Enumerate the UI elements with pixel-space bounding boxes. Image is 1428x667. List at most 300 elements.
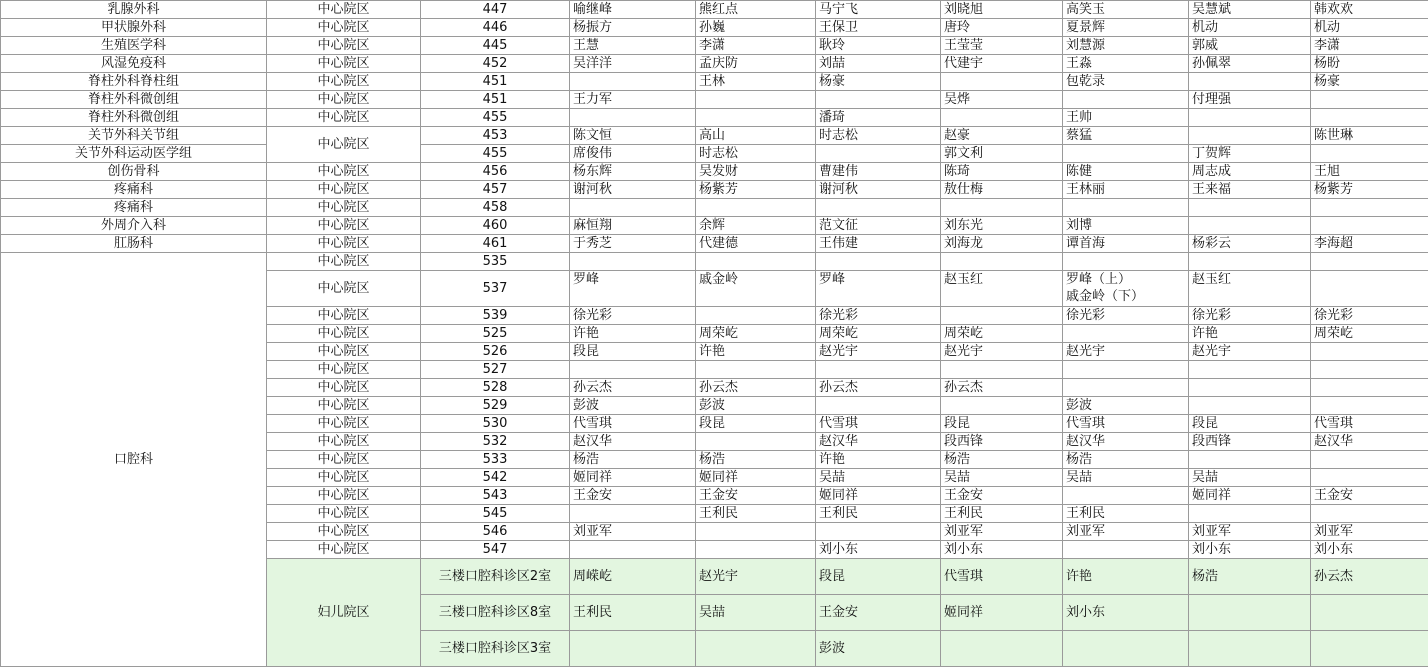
doctor-cell[interactable]: 杨浩 [570, 451, 696, 469]
doctor-cell[interactable] [1189, 73, 1311, 91]
doctor-cell[interactable] [1063, 253, 1189, 271]
room-cell[interactable]: 526 [421, 343, 570, 361]
doctor-cell[interactable] [1189, 361, 1311, 379]
doctor-cell[interactable] [1063, 631, 1189, 667]
doctor-cell[interactable]: 刘晓旭 [941, 1, 1063, 19]
doctor-cell[interactable] [941, 253, 1063, 271]
doctor-cell[interactable] [696, 541, 816, 559]
doctor-cell[interactable] [1311, 397, 1428, 415]
room-cell[interactable]: 455 [421, 109, 570, 127]
dept-cell[interactable]: 外周介入科 [1, 217, 267, 235]
campus-cell[interactable]: 中心院区 [267, 37, 421, 55]
room-cell[interactable]: 533 [421, 451, 570, 469]
doctor-cell[interactable]: 许艳 [1063, 559, 1189, 595]
campus-cell[interactable]: 中心院区 [267, 433, 421, 451]
doctor-cell[interactable]: 王金安 [1311, 487, 1428, 505]
doctor-cell[interactable]: 杨东辉 [570, 163, 696, 181]
doctor-cell[interactable]: 代建宇 [941, 55, 1063, 73]
room-cell[interactable]: 451 [421, 91, 570, 109]
doctor-cell[interactable]: 杨紫芳 [696, 181, 816, 199]
doctor-cell[interactable]: 付理强 [1189, 91, 1311, 109]
doctor-cell[interactable] [1311, 451, 1428, 469]
doctor-cell[interactable] [1311, 217, 1428, 235]
dept-cell[interactable]: 关节外科关节组 [1, 127, 267, 145]
doctor-cell[interactable]: 刘东光 [941, 217, 1063, 235]
doctor-cell[interactable]: 刘小东 [1189, 541, 1311, 559]
doctor-cell[interactable]: 杨盼 [1311, 55, 1428, 73]
doctor-cell[interactable]: 王金安 [570, 487, 696, 505]
doctor-cell[interactable]: 王利民 [570, 595, 696, 631]
doctor-cell[interactable] [1311, 631, 1428, 667]
doctor-cell[interactable]: 杨彩云 [1189, 235, 1311, 253]
doctor-cell[interactable]: 刘小东 [1311, 541, 1428, 559]
doctor-cell[interactable]: 李潇 [1311, 37, 1428, 55]
doctor-cell[interactable]: 姬同祥 [570, 469, 696, 487]
doctor-cell[interactable] [1063, 379, 1189, 397]
doctor-cell[interactable]: 赵光宇 [1063, 343, 1189, 361]
campus-cell[interactable]: 中心院区 [267, 379, 421, 397]
doctor-cell[interactable]: 谭首海 [1063, 235, 1189, 253]
doctor-cell[interactable]: 王利民 [696, 505, 816, 523]
doctor-cell[interactable] [816, 145, 941, 163]
doctor-cell[interactable]: 刘小东 [941, 541, 1063, 559]
doctor-cell[interactable] [1189, 379, 1311, 397]
doctor-cell[interactable]: 陈健 [1063, 163, 1189, 181]
doctor-cell[interactable]: 周嵘屹 [570, 559, 696, 595]
doctor-cell[interactable]: 杨豪 [1311, 73, 1428, 91]
room-cell[interactable]: 530 [421, 415, 570, 433]
doctor-cell[interactable] [1063, 541, 1189, 559]
doctor-cell[interactable] [696, 199, 816, 217]
campus-cell[interactable]: 中心院区 [267, 523, 421, 541]
doctor-cell[interactable] [816, 91, 941, 109]
campus-cell[interactable]: 中心院区 [267, 271, 421, 307]
dept-cell[interactable]: 创伤骨科 [1, 163, 267, 181]
doctor-cell[interactable]: 郭文利 [941, 145, 1063, 163]
doctor-cell[interactable]: 段西锋 [941, 433, 1063, 451]
room-cell[interactable]: 445 [421, 37, 570, 55]
doctor-cell[interactable]: 孙云杰 [696, 379, 816, 397]
doctor-cell[interactable] [941, 307, 1063, 325]
doctor-cell[interactable]: 徐光彩 [1063, 307, 1189, 325]
campus-cell[interactable]: 中心院区 [267, 73, 421, 91]
doctor-cell[interactable]: 王帅 [1063, 109, 1189, 127]
doctor-cell[interactable]: 刘亚军 [570, 523, 696, 541]
room-cell[interactable]: 452 [421, 55, 570, 73]
dept-cell[interactable]: 肛肠科 [1, 235, 267, 253]
doctor-cell[interactable]: 赵光宇 [941, 343, 1063, 361]
campus-cell[interactable]: 中心院区 [267, 397, 421, 415]
doctor-cell[interactable]: 王林 [696, 73, 816, 91]
doctor-cell[interactable]: 代雪琪 [816, 415, 941, 433]
campus-cell[interactable]: 中心院区 [267, 1, 421, 19]
doctor-cell[interactable]: 高山 [696, 127, 816, 145]
doctor-cell[interactable]: 谢河秋 [570, 181, 696, 199]
doctor-cell[interactable]: 杨紫芳 [1311, 181, 1428, 199]
doctor-cell[interactable] [816, 361, 941, 379]
dept-cell[interactable]: 风湿免疫科 [1, 55, 267, 73]
doctor-cell[interactable] [1311, 271, 1428, 307]
room-cell[interactable]: 461 [421, 235, 570, 253]
doctor-cell[interactable] [696, 91, 816, 109]
doctor-cell[interactable]: 吴洋洋 [570, 55, 696, 73]
doctor-cell[interactable]: 周志成 [1189, 163, 1311, 181]
room-cell[interactable]: 456 [421, 163, 570, 181]
doctor-cell[interactable]: 唐玲 [941, 19, 1063, 37]
room-cell[interactable]: 447 [421, 1, 570, 19]
doctor-cell[interactable]: 许艳 [1189, 325, 1311, 343]
room-cell[interactable]: 457 [421, 181, 570, 199]
campus-cell[interactable]: 中心院区 [267, 541, 421, 559]
doctor-cell[interactable]: 机动 [1189, 19, 1311, 37]
campus-cell[interactable]: 中心院区 [267, 199, 421, 217]
doctor-cell[interactable] [941, 73, 1063, 91]
room-cell[interactable]: 三楼口腔科诊区3室 [421, 631, 570, 667]
doctor-cell[interactable] [1189, 631, 1311, 667]
doctor-cell[interactable]: 吴喆 [1063, 469, 1189, 487]
doctor-cell[interactable] [816, 271, 941, 307]
doctor-cell[interactable] [941, 361, 1063, 379]
doctor-cell[interactable]: 马宁飞 [816, 1, 941, 19]
doctor-cell[interactable]: 赵豪 [941, 127, 1063, 145]
doctor-cell[interactable] [1189, 505, 1311, 523]
doctor-cell[interactable] [1311, 595, 1428, 631]
doctor-cell[interactable]: 孙巍 [696, 19, 816, 37]
doctor-cell[interactable]: 彭波 [570, 397, 696, 415]
doctor-cell[interactable] [696, 631, 816, 667]
room-cell[interactable]: 532 [421, 433, 570, 451]
dept-cell[interactable]: 甲状腺外科 [1, 19, 267, 37]
doctor-cell[interactable] [570, 199, 696, 217]
doctor-cell[interactable]: 彭波 [816, 631, 941, 667]
doctor-cell[interactable] [1063, 487, 1189, 505]
room-cell[interactable]: 528 [421, 379, 570, 397]
doctor-cell[interactable] [1311, 361, 1428, 379]
doctor-cell[interactable] [1063, 325, 1189, 343]
doctor-cell[interactable] [941, 199, 1063, 217]
doctor-cell[interactable] [1063, 199, 1189, 217]
dept-cell[interactable]: 脊柱外科微创组 [1, 91, 267, 109]
doctor-cell[interactable] [1189, 127, 1311, 145]
doctor-cell[interactable]: 王来福 [1189, 181, 1311, 199]
doctor-cell[interactable]: 喻继峰 [570, 1, 696, 19]
doctor-cell[interactable]: 时志松 [696, 145, 816, 163]
doctor-cell[interactable]: 周荣屹 [696, 325, 816, 343]
doctor-cell[interactable] [816, 397, 941, 415]
doctor-cell[interactable] [1311, 379, 1428, 397]
doctor-cell[interactable]: 陈文恒 [570, 127, 696, 145]
doctor-cell[interactable]: 刘慧源 [1063, 37, 1189, 55]
doctor-cell[interactable] [1311, 505, 1428, 523]
campus-cell[interactable]: 中心院区 [267, 217, 421, 235]
doctor-cell[interactable]: 徐光彩 [816, 307, 941, 325]
doctor-cell[interactable]: 陈琦 [941, 163, 1063, 181]
campus-cell[interactable]: 妇儿院区 [267, 559, 421, 667]
doctor-cell[interactable] [696, 307, 816, 325]
doctor-cell[interactable]: 王金安 [816, 595, 941, 631]
doctor-cell[interactable] [570, 631, 696, 667]
campus-cell[interactable]: 中心院区 [267, 109, 421, 127]
doctor-cell[interactable]: 姬同祥 [1189, 487, 1311, 505]
doctor-cell[interactable]: 段昆 [1189, 415, 1311, 433]
doctor-cell[interactable] [1311, 145, 1428, 163]
doctor-cell[interactable]: 李潇 [696, 37, 816, 55]
room-cell[interactable]: 547 [421, 541, 570, 559]
doctor-cell[interactable]: 孙云杰 [1311, 559, 1428, 595]
doctor-cell[interactable]: 王金安 [941, 487, 1063, 505]
doctor-cell[interactable]: 杨浩 [696, 451, 816, 469]
room-cell[interactable]: 545 [421, 505, 570, 523]
doctor-cell[interactable]: 杨振方 [570, 19, 696, 37]
doctor-cell[interactable]: 熊红点 [696, 1, 816, 19]
campus-cell[interactable]: 中心院区 [267, 415, 421, 433]
doctor-cell[interactable]: 曹建伟 [816, 163, 941, 181]
doctor-cell[interactable] [570, 361, 696, 379]
doctor-cell[interactable]: 吴喆 [1189, 469, 1311, 487]
campus-cell[interactable]: 中心院区 [267, 181, 421, 199]
doctor-cell[interactable] [570, 271, 696, 307]
doctor-cell[interactable]: 彭波 [1063, 397, 1189, 415]
doctor-cell[interactable]: 彭波 [696, 397, 816, 415]
doctor-cell[interactable]: 吴喆 [941, 469, 1063, 487]
doctor-cell[interactable] [696, 523, 816, 541]
doctor-cell[interactable]: 谢河秋 [816, 181, 941, 199]
dept-cell[interactable]: 口腔科 [1, 253, 267, 667]
campus-cell[interactable]: 中心院区 [267, 307, 421, 325]
dept-cell[interactable]: 脊柱外科微创组 [1, 109, 267, 127]
doctor-cell[interactable] [816, 253, 941, 271]
campus-cell[interactable]: 中心院区 [267, 469, 421, 487]
room-cell[interactable]: 455 [421, 145, 570, 163]
doctor-cell[interactable]: 王力军 [570, 91, 696, 109]
doctor-cell[interactable]: 王莹莹 [941, 37, 1063, 55]
room-cell[interactable]: 542 [421, 469, 570, 487]
doctor-cell[interactable]: 刘博 [1063, 217, 1189, 235]
doctor-cell[interactable]: 徐光彩 [1311, 307, 1428, 325]
campus-cell[interactable]: 中心院区 [267, 451, 421, 469]
doctor-cell[interactable]: 代雪琪 [941, 559, 1063, 595]
doctor-cell[interactable]: 周荣屹 [1311, 325, 1428, 343]
doctor-cell[interactable]: 姬同祥 [941, 595, 1063, 631]
campus-cell[interactable]: 中心院区 [267, 91, 421, 109]
doctor-cell[interactable]: 姬同祥 [816, 487, 941, 505]
doctor-cell[interactable]: 陈世琳 [1311, 127, 1428, 145]
doctor-cell[interactable]: 耿玲 [816, 37, 941, 55]
doctor-cell[interactable]: 刘海龙 [941, 235, 1063, 253]
doctor-cell[interactable] [696, 361, 816, 379]
doctor-cell[interactable]: 李海超 [1311, 235, 1428, 253]
doctor-cell[interactable]: 许艳 [570, 325, 696, 343]
dept-cell[interactable]: 脊柱外科脊柱组 [1, 73, 267, 91]
doctor-cell[interactable]: 许艳 [816, 451, 941, 469]
doctor-cell[interactable]: 高笑玉 [1063, 1, 1189, 19]
dept-cell[interactable]: 疼痛科 [1, 199, 267, 217]
room-cell[interactable]: 546 [421, 523, 570, 541]
doctor-cell[interactable]: 刘亚军 [1063, 523, 1189, 541]
doctor-cell[interactable]: 姬同祥 [696, 469, 816, 487]
doctor-cell[interactable] [570, 505, 696, 523]
doctor-cell[interactable] [570, 253, 696, 271]
doctor-cell[interactable]: 杨浩 [941, 451, 1063, 469]
doctor-cell[interactable]: 吴喆 [696, 595, 816, 631]
doctor-cell[interactable]: 杨豪 [816, 73, 941, 91]
doctor-cell[interactable]: 段昆 [570, 343, 696, 361]
doctor-cell[interactable]: 赵汉华 [1063, 433, 1189, 451]
room-cell[interactable]: 451 [421, 73, 570, 91]
doctor-cell[interactable]: 赵汉华 [816, 433, 941, 451]
campus-cell[interactable]: 中心院区 [267, 127, 421, 163]
doctor-cell[interactable]: 孙云杰 [941, 379, 1063, 397]
doctor-cell[interactable]: 韩欢欢 [1311, 1, 1428, 19]
doctor-cell[interactable] [941, 109, 1063, 127]
doctor-cell[interactable]: 周荣屹 [941, 325, 1063, 343]
doctor-cell[interactable]: 夏景辉 [1063, 19, 1189, 37]
doctor-cell[interactable]: 王伟建 [816, 235, 941, 253]
doctor-cell[interactable]: 席俊伟 [570, 145, 696, 163]
doctor-cell[interactable]: 余辉 [696, 217, 816, 235]
doctor-cell[interactable]: 王淼 [1063, 55, 1189, 73]
room-cell[interactable]: 539 [421, 307, 570, 325]
campus-cell[interactable]: 中心院区 [267, 343, 421, 361]
dept-cell[interactable]: 生殖医学科 [1, 37, 267, 55]
doctor-cell[interactable] [570, 73, 696, 91]
doctor-cell[interactable] [1189, 451, 1311, 469]
campus-cell[interactable]: 中心院区 [267, 487, 421, 505]
doctor-cell[interactable]: 刘小东 [1063, 595, 1189, 631]
doctor-cell[interactable]: 孙佩翠 [1189, 55, 1311, 73]
campus-cell[interactable]: 中心院区 [267, 55, 421, 73]
doctor-cell[interactable]: 王利民 [1063, 505, 1189, 523]
doctor-cell[interactable]: 赵汉华 [1311, 433, 1428, 451]
doctor-cell[interactable]: 王慧 [570, 37, 696, 55]
doctor-cell[interactable]: 于秀芝 [570, 235, 696, 253]
doctor-cell[interactable] [1063, 145, 1189, 163]
room-cell[interactable]: 446 [421, 19, 570, 37]
doctor-cell[interactable]: 机动 [1311, 19, 1428, 37]
doctor-cell[interactable]: 周荣屹 [816, 325, 941, 343]
room-cell[interactable]: 543 [421, 487, 570, 505]
doctor-cell[interactable]: 段昆 [941, 415, 1063, 433]
doctor-cell[interactable] [941, 397, 1063, 415]
doctor-cell[interactable] [1311, 469, 1428, 487]
doctor-cell[interactable] [1189, 595, 1311, 631]
room-cell[interactable]: 458 [421, 199, 570, 217]
dept-cell[interactable]: 疼痛科 [1, 181, 267, 199]
doctor-cell[interactable]: 段西锋 [1189, 433, 1311, 451]
doctor-cell[interactable]: 郭威 [1189, 37, 1311, 55]
doctor-cell[interactable]: 敖仕梅 [941, 181, 1063, 199]
doctor-cell[interactable] [816, 199, 941, 217]
doctor-cell[interactable]: 孙云杰 [570, 379, 696, 397]
doctor-cell[interactable]: 刘喆 [816, 55, 941, 73]
doctor-cell[interactable]: 杨浩 [1189, 559, 1311, 595]
doctor-cell[interactable]: 刘亚军 [941, 523, 1063, 541]
doctor-cell[interactable]: 吴慧斌 [1189, 1, 1311, 19]
doctor-cell[interactable]: 刘亚军 [1311, 523, 1428, 541]
doctor-cell[interactable] [1189, 397, 1311, 415]
doctor-cell[interactable]: 赵光宇 [1189, 343, 1311, 361]
doctor-cell[interactable]: 代雪琪 [1063, 415, 1189, 433]
doctor-cell[interactable] [1311, 91, 1428, 109]
doctor-cell[interactable] [570, 109, 696, 127]
room-cell[interactable]: 三楼口腔科诊区2室 [421, 559, 570, 595]
doctor-cell[interactable] [1063, 271, 1189, 307]
doctor-cell[interactable] [696, 109, 816, 127]
doctor-cell[interactable] [1063, 361, 1189, 379]
doctor-cell[interactable]: 时志松 [816, 127, 941, 145]
dept-cell[interactable]: 关节外科运动医学组 [1, 145, 267, 163]
doctor-cell[interactable]: 王旭 [1311, 163, 1428, 181]
doctor-cell[interactable]: 代雪琪 [570, 415, 696, 433]
doctor-cell[interactable]: 王林丽 [1063, 181, 1189, 199]
doctor-cell[interactable] [816, 523, 941, 541]
doctor-cell[interactable] [570, 541, 696, 559]
campus-cell[interactable]: 中心院区 [267, 19, 421, 37]
doctor-cell[interactable] [696, 271, 816, 307]
doctor-cell[interactable] [1189, 109, 1311, 127]
room-cell[interactable]: 527 [421, 361, 570, 379]
doctor-cell[interactable]: 徐光彩 [1189, 307, 1311, 325]
doctor-cell[interactable]: 赵汉华 [570, 433, 696, 451]
room-cell[interactable]: 525 [421, 325, 570, 343]
doctor-cell[interactable]: 徐光彩 [570, 307, 696, 325]
doctor-cell[interactable]: 麻恒翔 [570, 217, 696, 235]
campus-cell[interactable]: 中心院区 [267, 235, 421, 253]
doctor-cell[interactable]: 赵光宇 [696, 559, 816, 595]
doctor-cell[interactable]: 潘琦 [816, 109, 941, 127]
doctor-cell[interactable]: 孙云杰 [816, 379, 941, 397]
room-cell[interactable]: 三楼口腔科诊区8室 [421, 595, 570, 631]
doctor-cell[interactable] [1189, 199, 1311, 217]
doctor-cell[interactable]: 蔡猛 [1063, 127, 1189, 145]
doctor-cell[interactable]: 代建德 [696, 235, 816, 253]
room-cell[interactable]: 529 [421, 397, 570, 415]
doctor-cell[interactable] [1311, 199, 1428, 217]
doctor-cell[interactable]: 段昆 [696, 415, 816, 433]
doctor-cell[interactable]: 吴发财 [696, 163, 816, 181]
room-cell[interactable]: 453 [421, 127, 570, 145]
doctor-cell[interactable]: 王利民 [816, 505, 941, 523]
campus-cell[interactable]: 中心院区 [267, 325, 421, 343]
doctor-cell[interactable]: 吴烨 [941, 91, 1063, 109]
room-cell[interactable]: 537 [421, 271, 570, 307]
doctor-cell[interactable]: 杨浩 [1063, 451, 1189, 469]
doctor-cell[interactable]: 丁贺辉 [1189, 145, 1311, 163]
room-cell[interactable]: 535 [421, 253, 570, 271]
doctor-cell[interactable] [1311, 253, 1428, 271]
doctor-cell[interactable] [1063, 91, 1189, 109]
doctor-cell[interactable]: 吴喆 [816, 469, 941, 487]
doctor-cell[interactable]: 赵光宇 [816, 343, 941, 361]
doctor-cell[interactable] [1189, 253, 1311, 271]
dept-cell[interactable]: 乳腺外科 [1, 1, 267, 19]
campus-cell[interactable]: 中心院区 [267, 253, 421, 271]
doctor-cell[interactable] [941, 271, 1063, 307]
doctor-cell[interactable] [1189, 217, 1311, 235]
doctor-cell[interactable]: 刘小东 [816, 541, 941, 559]
doctor-cell[interactable]: 王保卫 [816, 19, 941, 37]
doctor-cell[interactable] [696, 253, 816, 271]
doctor-cell[interactable]: 刘亚军 [1189, 523, 1311, 541]
campus-cell[interactable]: 中心院区 [267, 361, 421, 379]
doctor-cell[interactable] [941, 631, 1063, 667]
doctor-cell[interactable]: 范文征 [816, 217, 941, 235]
doctor-cell[interactable]: 王金安 [696, 487, 816, 505]
doctor-cell[interactable] [1311, 343, 1428, 361]
room-cell[interactable]: 460 [421, 217, 570, 235]
doctor-cell[interactable] [696, 433, 816, 451]
doctor-cell[interactable]: 代雪琪 [1311, 415, 1428, 433]
